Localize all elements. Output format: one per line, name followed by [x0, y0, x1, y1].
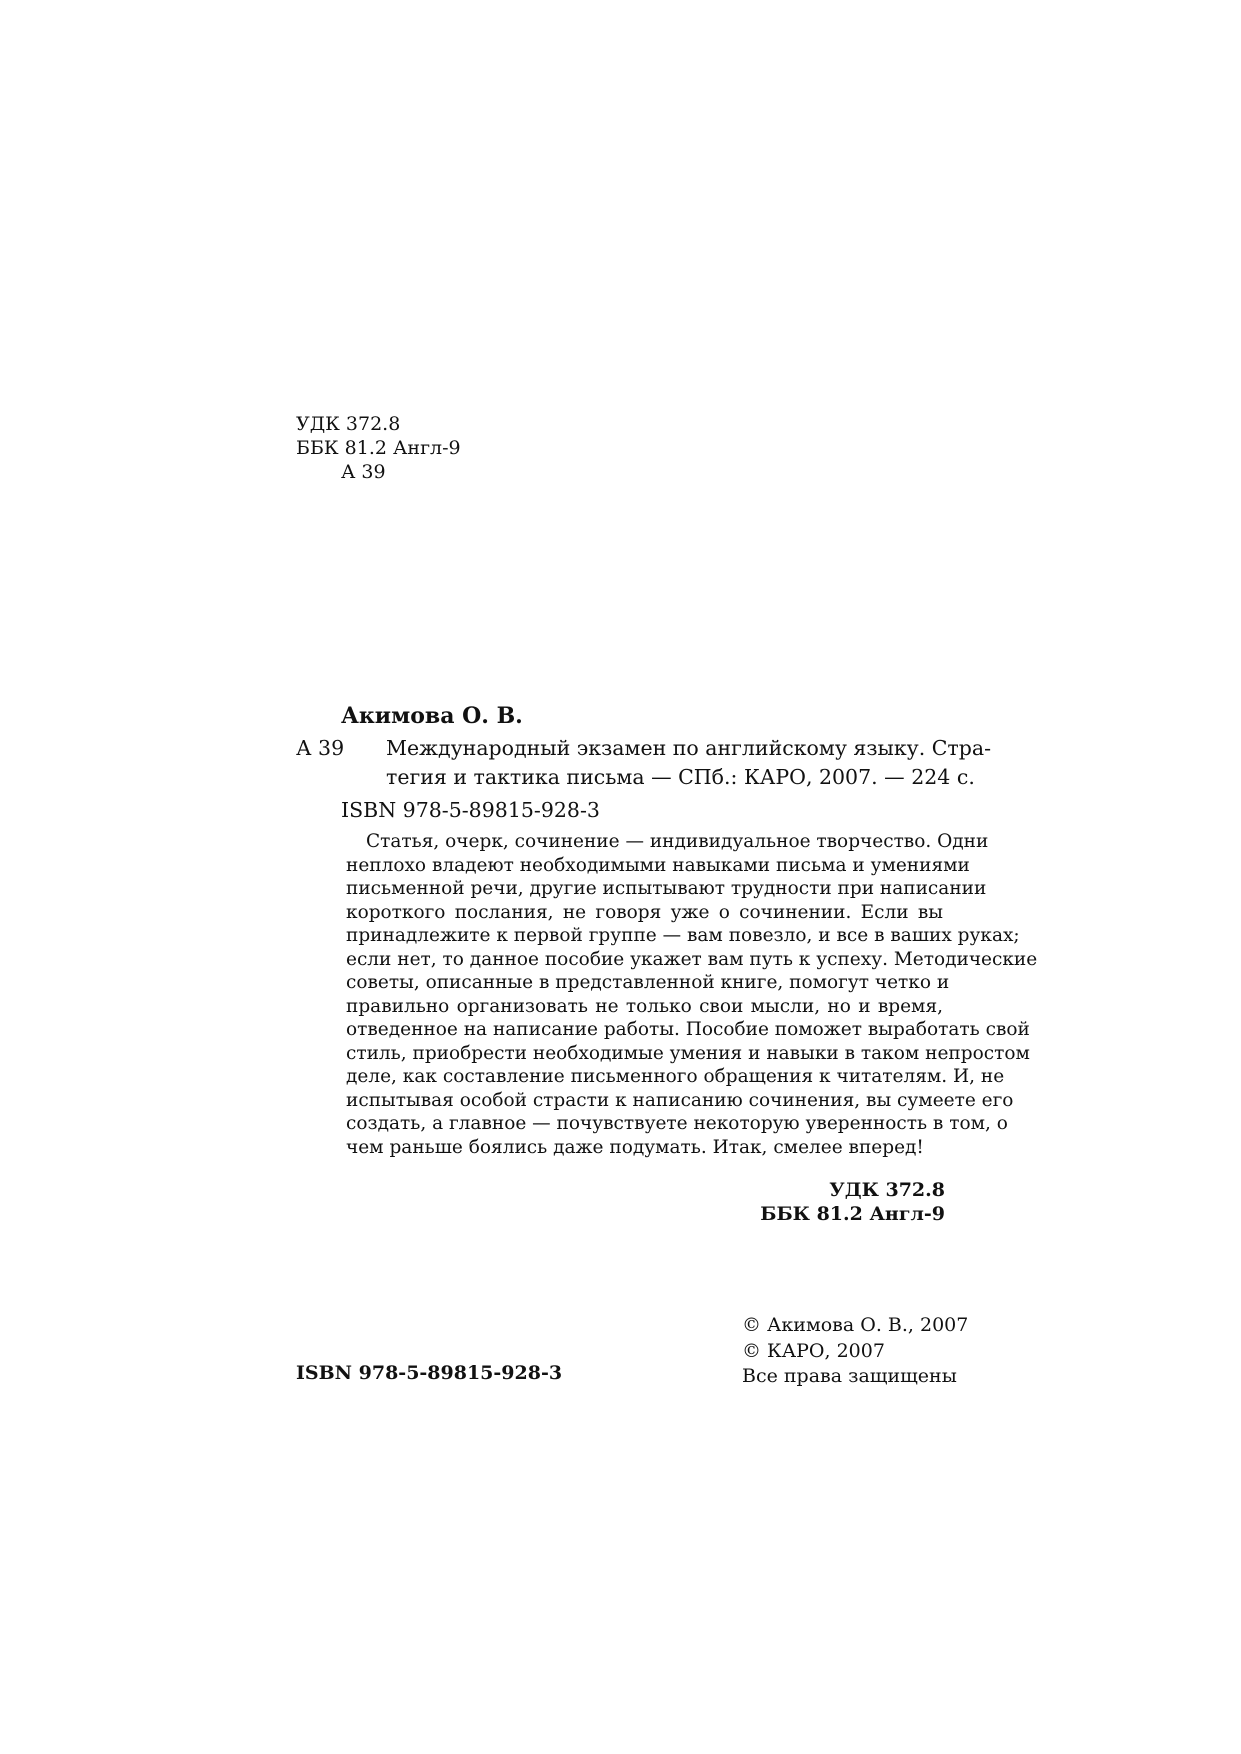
annotation-line: создать, а главное — почувствуете некоторую уверенность в том, о [346, 1113, 1008, 1134]
classification-right [760, 1178, 945, 1226]
annotation [346, 830, 1038, 1159]
annotation-line: испытывая особой страсти к написанию сочинения, вы сумеете его [346, 1089, 1014, 1111]
annotation-line: неплохо владеют необходимыми навыками письма и умениями [346, 854, 970, 876]
udk-code: УДК 372.8 [296, 413, 401, 435]
annotation-line: принадлежите к первой группе — вам повезло, и все в ваших руках; [346, 925, 1020, 946]
annotation-line: Статья, очерк, сочинение — индивидуальное творчество. Одни [366, 831, 989, 852]
copyright-block [742, 1313, 968, 1390]
bbk-code-right: ББК 81.2 Англ-9 [760, 1203, 945, 1225]
isbn-bottom: ISBN 978-5-89815-928-3 [296, 1362, 563, 1384]
author-mark: А 39 [341, 461, 386, 483]
annotation-line: советы, описанные в представленной книге, помогут четко и [346, 972, 950, 993]
catalog-author-mark: А 39 [296, 736, 345, 760]
annotation-line: деле, как составление письменного обращения к читателям. И, не [346, 1066, 1005, 1087]
copyright-publisher: © КАРО, 2007 [742, 1339, 885, 1362]
classification-block [296, 412, 461, 484]
annotation-line: письменной речи, другие испытывают трудности при написании [346, 878, 987, 899]
rights-reserved: Все права защищены [742, 1365, 957, 1387]
copyright-author: © Акимова О. В., 2007 [742, 1314, 969, 1336]
catalog-title-line: Международный экзамен по английскому языку. Стра- [386, 736, 992, 760]
bbk-code: ББК 81.2 Англ-9 [296, 437, 461, 459]
annotation-line: правильно организовать не только свои мысли, но и время, [346, 995, 943, 1017]
author-name: Акимова О. В. [341, 703, 523, 729]
annotation-line: короткого послания, не говоря уже о сочинении. Если вы [346, 901, 943, 923]
annotation-line: чем раньше боялись даже подумать. Итак, смелее вперед! [346, 1136, 924, 1158]
catalog-description [386, 734, 991, 792]
annotation-line: стиль, приобрести необходимые умения и навыки в таком непростом [346, 1042, 1030, 1064]
udk-code-right: УДК 372.8 [829, 1179, 945, 1201]
catalog-title-line: тегия и тактика письма — СПб.: КАРО, 2007. — 224 с. [386, 765, 975, 789]
annotation-line: отведенное на написание работы. Пособие поможет выработать свой [346, 1019, 1030, 1040]
catalog-isbn: ISBN 978-5-89815-928-3 [341, 798, 600, 822]
annotation-line: если нет, то данное пособие укажет вам путь к успеху. Методические [346, 948, 1038, 970]
